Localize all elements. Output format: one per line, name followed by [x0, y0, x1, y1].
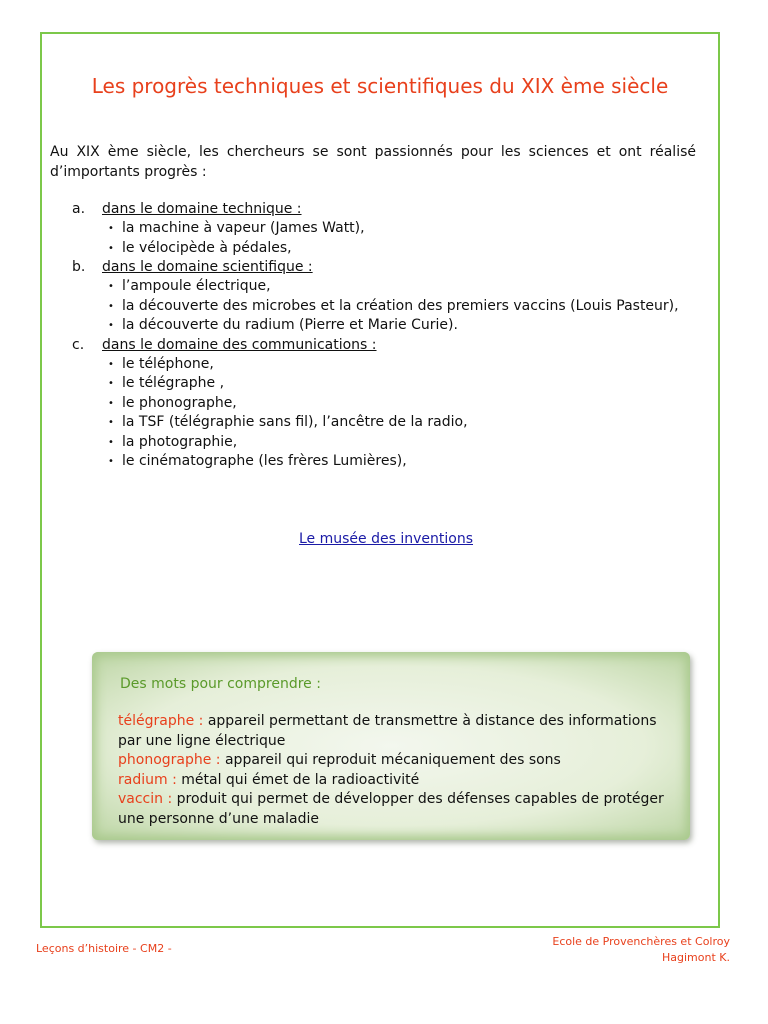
- section-items: [50, 277, 710, 336]
- list-item: • le cinématographe (les frères Lumières),: [108, 452, 710, 472]
- glossary-box: [92, 652, 690, 840]
- section-technique: [50, 200, 710, 258]
- glossary-term: phonographe :: [118, 752, 221, 769]
- page-title: Les progrès techniques et scientifiques du XIX ème siècle: [91, 74, 669, 98]
- museum-link[interactable]: Le musée des inventions: [299, 531, 473, 547]
- glossary-entry: [118, 712, 680, 751]
- footer-course-label: Leçons d’histoire - CM2 -: [36, 942, 172, 955]
- list-item: • la TSF (télégraphie sans fil), l’ancêtre de la radio,: [108, 413, 710, 433]
- list-item: • la découverte des microbes et la création des premiers vaccins (Louis Pasteur),: [108, 297, 710, 317]
- list-item: • le vélocipède à pédales,: [108, 239, 710, 259]
- glossary-title: Des mots pour comprendre :: [120, 676, 321, 692]
- glossary-entry: [118, 751, 680, 771]
- list-item: • l’ampoule électrique,: [108, 277, 710, 297]
- section-communications: [50, 336, 710, 472]
- section-title: dans le domaine technique :: [102, 201, 302, 217]
- section-scientifique: [50, 258, 710, 336]
- list-item: • la photographie,: [108, 433, 710, 453]
- sections-list: [50, 200, 710, 472]
- footer-school-name: Ecole de Provenchères et Colroy: [552, 935, 730, 948]
- footer-school: [552, 934, 730, 966]
- footer-author: Hagimont K.: [662, 951, 730, 964]
- glossary-definition: produit qui permet de développer des défenses capables de protéger une personne d’une maladie: [118, 791, 664, 827]
- section-title: dans le domaine des communications :: [102, 336, 377, 353]
- list-item: • le télégraphe ,: [108, 374, 710, 394]
- intro-paragraph: Au XIX ème siècle, les chercheurs se sont passionnés pour les sciences et ont réalisé d’importants progrès :: [50, 144, 696, 180]
- section-items: [50, 355, 710, 472]
- glossary-term: vaccin :: [118, 791, 173, 808]
- list-item: • le phonographe,: [108, 394, 710, 414]
- glossary-definition: appareil qui reproduit mécaniquement des sons: [220, 752, 561, 769]
- list-item: • la machine à vapeur (James Watt),: [108, 219, 710, 239]
- section-letter: c.: [72, 336, 85, 353]
- list-item: • le téléphone,: [108, 355, 710, 375]
- glossary-definition: appareil permettant de transmettre à distance des informations par une ligne électrique: [118, 713, 657, 749]
- glossary-term: radium :: [118, 771, 177, 788]
- glossary-entries: [118, 712, 680, 830]
- glossary-entry: [118, 790, 680, 829]
- glossary-entry: [118, 771, 680, 791]
- glossary-term: télégraphe :: [118, 713, 204, 729]
- section-items: [50, 219, 710, 258]
- section-title: dans le domaine scientifique :: [102, 259, 313, 275]
- list-item: • la découverte du radium (Pierre et Marie Curie).: [108, 316, 710, 336]
- section-letter: a.: [72, 201, 86, 217]
- section-letter: b.: [72, 259, 86, 275]
- glossary-definition: métal qui émet de la radioactivité: [176, 771, 420, 788]
